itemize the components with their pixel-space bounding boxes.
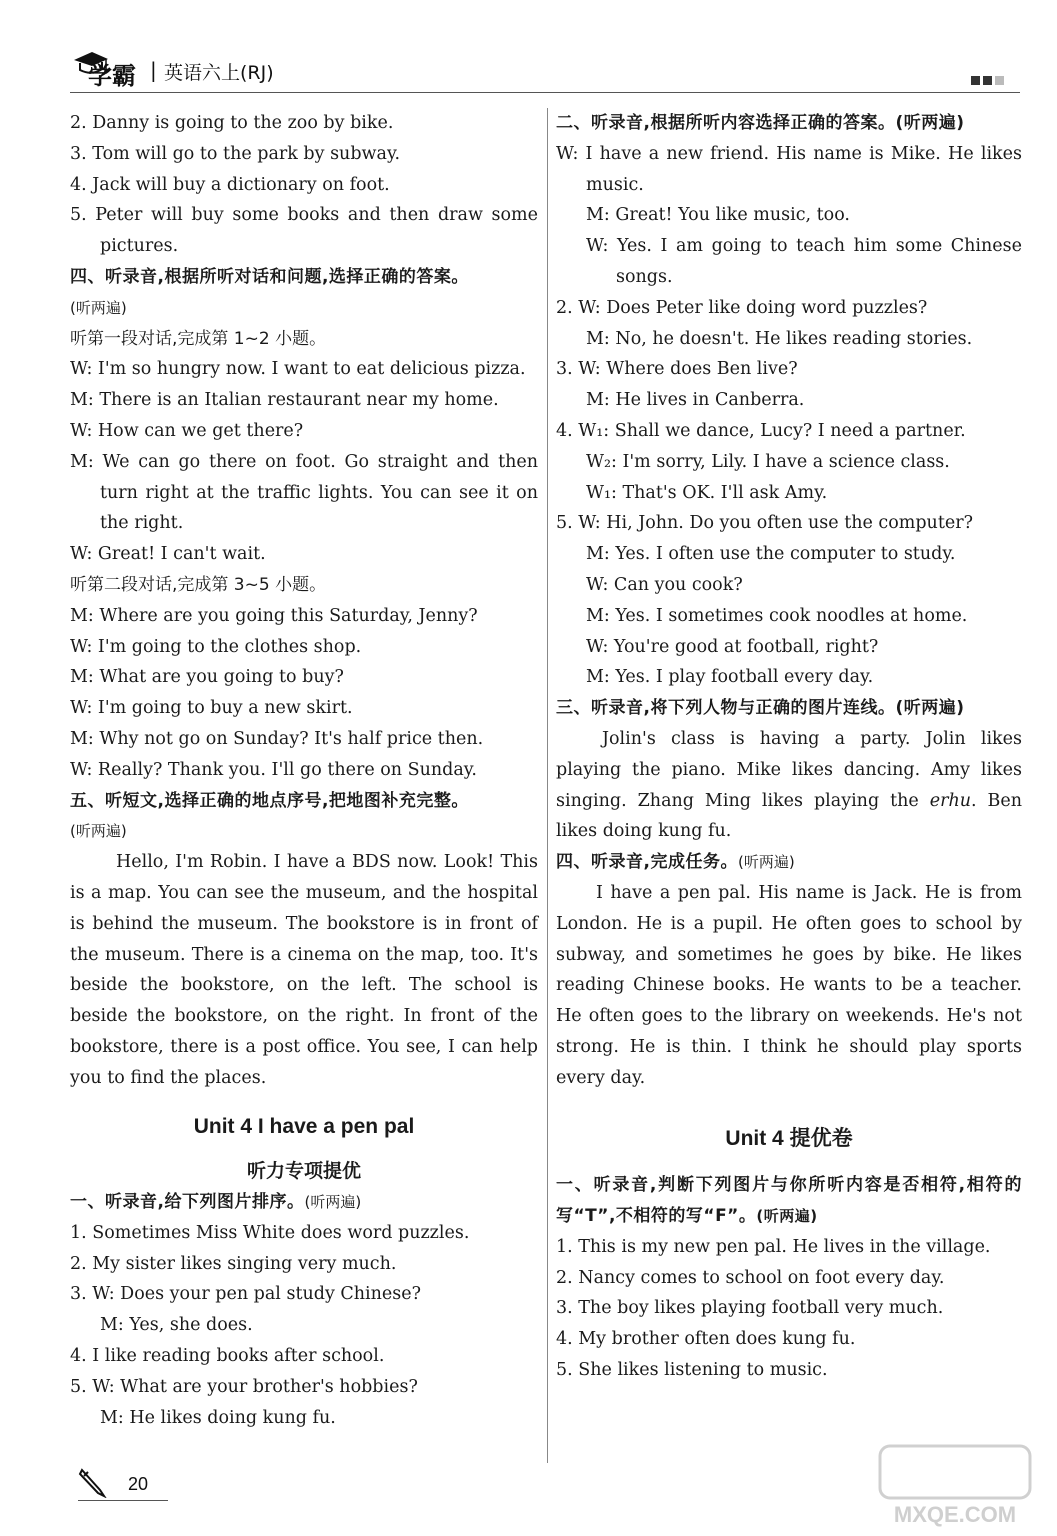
page-footer <box>78 1466 178 1502</box>
dialog-line: M: Yes. I play football every day. <box>586 667 874 688</box>
column-divider <box>547 108 548 1463</box>
section-heading-row <box>556 847 1022 878</box>
dialog-line: W: Can you cook? <box>586 574 743 595</box>
dialog-line <box>556 354 1022 385</box>
list-item: 4. I like reading books after school. <box>70 1346 385 1367</box>
section-note: (听两遍) <box>304 1193 362 1212</box>
dialog-line: W₁: That's OK. I'll ask Amy. <box>586 482 828 503</box>
dialog-line: W: I'm going to the clothes shop. <box>70 636 362 657</box>
list-item: 1. Sometimes Miss White does word puzzles. <box>70 1222 470 1243</box>
dialog-line: M: Yes. I sometimes cook noodles at home. <box>586 605 968 626</box>
pencil-icon <box>78 1466 112 1498</box>
section-note: (听两遍) <box>70 298 127 317</box>
section-heading: 四、听录音,根据所听对话和问题,选择正确的答案。 <box>70 266 469 287</box>
section-heading-row <box>556 1170 1022 1232</box>
list-item: 2. Nancy comes to school on foot every day. <box>556 1267 945 1288</box>
list-item: 2. My sister likes singing very much. <box>70 1253 397 1274</box>
page-number: 20 <box>128 1474 149 1494</box>
item-number: 4. <box>556 420 573 441</box>
dialog-line: M: Yes. I often use the computer to study. <box>586 544 956 565</box>
header-separator: | <box>150 58 157 82</box>
passage-text <box>556 724 1022 847</box>
passage-text: I have a pen pal. His name is Jack. He is from London. He is a pupil. He often goes to school by subway, and sometimes he goes by bike. He likes reading Chinese books. He wants to be a teacher. He often goes to the library on weekends. He's not strong. He is thin. I think he should play sports every day. <box>556 882 1022 1088</box>
header-rule <box>70 92 1020 93</box>
dialog-line <box>556 293 1022 324</box>
section-heading-row <box>70 1187 538 1218</box>
passage-text: Hello, I'm Robin. I have a BDS now. Look! This is a map. You can see the museum, and the hospital is behind the museum. The bookstore is in front of the museum. There is a cinema on the map, too. It's beside the bookstore, on the left. The school is beside the bookstore, on the right. In front of the bookstore, there is a post office. You see, I can help you to find the places. <box>70 852 538 1088</box>
watermark-logo <box>870 1440 1040 1530</box>
dialog-line: M: What are you going to buy? <box>70 667 344 688</box>
watermark-text: MXQE.COM <box>893 1502 1017 1527</box>
section-heading: 四、听录音,完成任务。 <box>556 852 738 873</box>
dialog-line: W: I'm so hungry now. I want to eat delicious pizza. <box>70 359 526 380</box>
list-item: M: Yes, she does. <box>100 1315 253 1336</box>
list-item: M: He likes doing kung fu. <box>100 1407 336 1428</box>
dialog-line: W: I'm going to buy a new skirt. <box>70 698 353 719</box>
item-text: W: Does Peter like doing word puzzles? <box>578 297 928 318</box>
section-note: (听两遍) <box>756 1207 818 1226</box>
left-column <box>70 108 538 1433</box>
dialog-line: M: We can go there on foot. Go straight and then turn right at the traffic lights. You can see it on the right. <box>70 451 538 534</box>
list-item: 3. W: Does your pen pal study Chinese? <box>70 1284 421 1305</box>
section-heading: 一、听录音,给下列图片排序。 <box>70 1192 305 1213</box>
dialog-intro: 听第二段对话,完成第 3~5 小题。 <box>70 574 327 595</box>
section-note: (听两遍) <box>70 822 127 841</box>
list-item: 2. Danny is going to the zoo by bike. <box>70 113 394 133</box>
item-text: W: Where does Ben live? <box>578 359 798 380</box>
unit-title: Unit 4 提优卷 <box>725 1126 853 1150</box>
item-text: W: Hi, John. Do you often use the computer? <box>578 513 973 534</box>
section-heading: 二、听录音,根据所听内容选择正确的答案。(听两遍) <box>556 113 965 133</box>
dialog-line: W: You're good at football, right? <box>586 636 879 657</box>
dialog-line: M: There is an Italian restaurant near my home. <box>70 390 499 411</box>
list-item: 3. Tom will go to the park by subway. <box>70 143 401 164</box>
dialog-line: W: I have a new friend. His name is Mike. He likes music. <box>556 143 1022 195</box>
unit-subtitle: 听力专项提优 <box>246 1160 361 1183</box>
logo-text: 学霸 <box>88 62 136 90</box>
dialog-line <box>556 508 1022 539</box>
dialog-line: W: How can we get there? <box>70 420 304 441</box>
list-item: 5. Peter will buy some books and then draw some pictures. <box>70 205 538 257</box>
dialog-line: M: Why not go on Sunday? It's half price then. <box>70 728 484 749</box>
passage-italic-word: erhu <box>929 790 971 811</box>
right-column <box>556 108 1022 1386</box>
dialog-line: W: Really? Thank you. I'll go there on Sunday. <box>70 759 477 780</box>
dialog-line: W: Yes. I am going to teach him some Chinese songs. <box>586 236 1022 287</box>
dialog-line <box>556 416 1022 447</box>
list-item: 5. W: What are your brother's hobbies? <box>70 1376 418 1397</box>
list-item: 5. She likes listening to music. <box>556 1360 828 1381</box>
section-note: (听两遍) <box>737 853 795 872</box>
list-item: 4. My brother often does kung fu. <box>556 1329 856 1350</box>
item-number: 5. <box>556 513 573 534</box>
item-number: 2. <box>556 297 573 318</box>
section-heading: 一、听录音,判断下列图片与你所听内容是否相符,相符的写“T”,不相符的写“F”。 <box>556 1175 1022 1227</box>
dialog-line: M: Where are you going this Saturday, Jenny? <box>70 605 478 626</box>
page-header <box>70 44 1020 94</box>
passage-text-part: . Ben likes doing kung fu. <box>556 790 1022 842</box>
dialog-line: M: Great! You like music, too. <box>586 205 850 226</box>
dialog-line: W: Great! I can't wait. <box>70 544 266 565</box>
passage-text-part: Jolin's class is having a party. Jolin likes playing the piano. Mike likes dancing. Amy likes singing. Zhang Ming likes playing the <box>556 728 1022 811</box>
list-item: 3. The boy likes playing football very much. <box>556 1298 944 1319</box>
unit-title: Unit 4 I have a pen pal <box>193 1114 415 1138</box>
item-text: W₁: Shall we dance, Lucy? I need a partner. <box>578 420 966 441</box>
header-decoration <box>968 70 1004 89</box>
dialog-line: M: He lives in Canberra. <box>586 390 805 411</box>
list-item: 1. This is my new pen pal. He lives in the village. <box>556 1236 991 1257</box>
dialog-line: M: No, he doesn't. He likes reading stories. <box>586 328 973 349</box>
list-item: 4. Jack will buy a dictionary on foot. <box>70 174 390 195</box>
footer-rule <box>78 1500 168 1501</box>
dialog-intro: 听第一段对话,完成第 1~2 小题。 <box>70 328 327 349</box>
book-subtitle: 英语六上(RJ) <box>164 62 274 84</box>
section-heading: 五、听短文,选择正确的地点序号,把地图补充完整。 <box>70 790 469 811</box>
section-heading: 三、听录音,将下列人物与正确的图片连线。(听两遍) <box>556 698 965 719</box>
item-number: 3. <box>556 359 573 380</box>
dialog-line: W₂: I'm sorry, Lily. I have a science class. <box>586 451 950 472</box>
